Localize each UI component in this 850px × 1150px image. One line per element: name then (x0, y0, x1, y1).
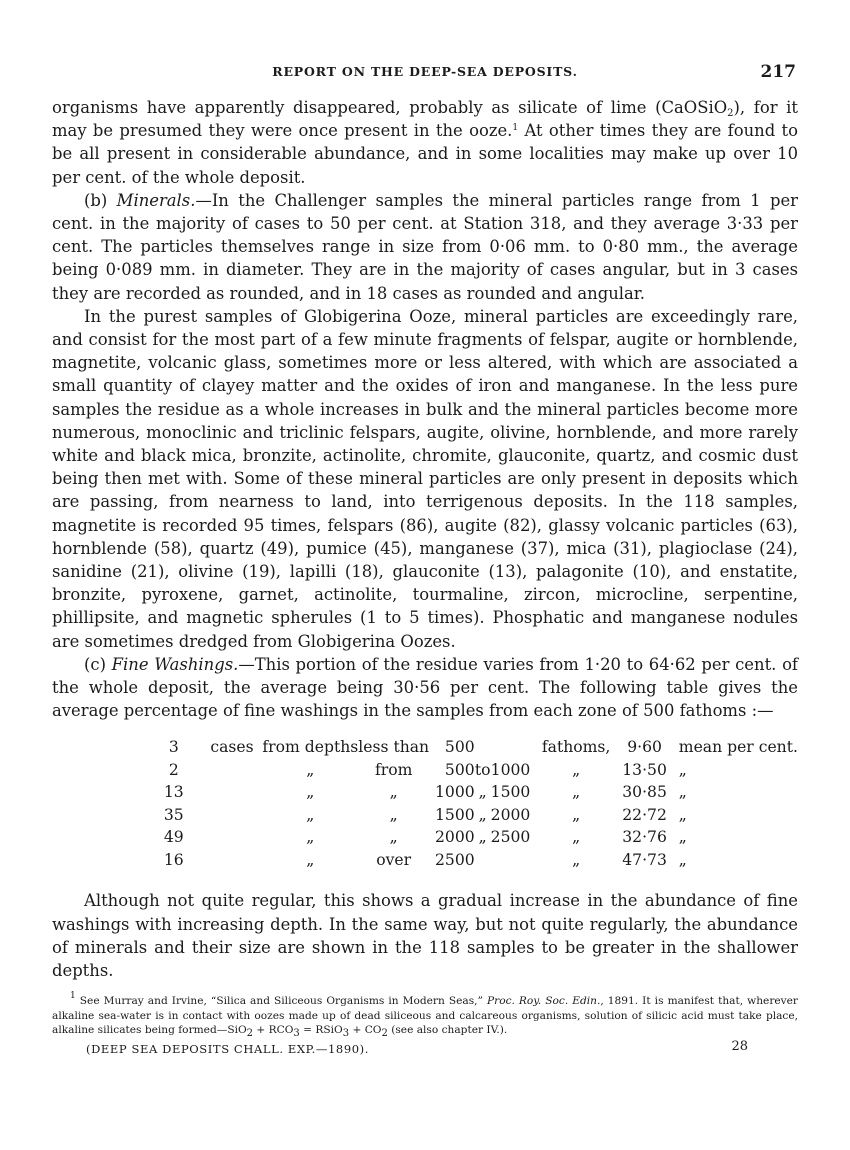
table-cell-from: 500 (444, 760, 475, 779)
table-cell-to-word: „ (478, 783, 487, 802)
table-cell-to-word (475, 849, 491, 872)
table-cell-from: 500 (444, 738, 475, 757)
body-text (52, 96, 798, 722)
fine-washings-table (146, 736, 798, 871)
table-cell-suffix: „ (678, 850, 687, 869)
journal-title: Proc. Roy. Soc. Edin. (487, 995, 601, 1008)
running-title: REPORT ON THE DEEP-SEA DEPOSITS. (272, 64, 578, 79)
page-number: 217 (760, 62, 796, 82)
paragraph-purest-samples: In the purest samples of Globigerina Ooze, mineral particles are exceedingly rare, and consist for the most part of a few minute fragments of felspar, augite or hornblende, magnetite, volcanic glass, sometimes more or less altered, with which are associated a small quantity of clayey matter and the oxides of iron and manganese. In the less pure samples the residue as a whole increases in bulk and the mineral particles become more numerous, monoclinic and triclinic felspars, augite, olivine, hornblende, and more rarely white and black mica, bronzite, actinolite, chromite, glauconite, quartz, and cosmic dust being then met with. Some of these mineral particles are only present in deposits which are passing, from nearness to land, into terrigenous deposits. In the 118 samples, magnetite is recorded 95 times, felspars (86), augite (82), glassy volcanic particles (63), hornblende (58), quartz (49), pumice (45), manganese (37), mica (31), plagioclase (24), sanidine (21), olivine (19), lapilli (18), glauconite (13), palagonite (10), and enstatite, bronzite, pyroxene, garnet, actinolite, tourmaline, zircon, microcline, serpentine, phillipsite, and magnetic spherules (1 to 5 times). Phosphatic and manganese nodules are sometimes dredged from Globigerina Oozes. (52, 306, 798, 651)
table-cell-to: 1000 (490, 760, 531, 779)
table-cell-w3: from (374, 760, 413, 779)
footnote-reference: 1 (512, 123, 519, 134)
table-cell-to: 1500 (490, 783, 531, 802)
table-cell-to-word (475, 736, 491, 759)
table-cell-count: 2 (168, 760, 179, 779)
table-cell-w3: „ (389, 805, 398, 824)
section-heading-minerals: Minerals. (116, 190, 196, 210)
paragraph-conclusion: Although not quite regular, this shows a gradual increase in the abundance of fine washings with increasing depth. In the same way, but not quite regularly, the abundance of minerals and their size are shown in the 118 samples to be greater in the shallower depths. (52, 891, 798, 981)
page-footer (52, 1038, 798, 1062)
table-cell-count: 13 (163, 783, 184, 802)
table-cell-unit: „ (572, 850, 581, 869)
table-cell-from: 2500 (435, 850, 475, 869)
table-cell-w3: less than (358, 738, 430, 757)
table-cell-from: 1000 (435, 783, 475, 802)
table-cell-w2: „ (306, 805, 315, 824)
table-cell-suffix: „ (678, 828, 687, 847)
table-cell-suffix: mean per cent. (678, 738, 798, 757)
table-cell-unit: „ (572, 805, 581, 824)
table-cell-to: 2000 (490, 805, 531, 824)
table-cell-unit: „ (572, 783, 581, 802)
table-cell-w3: „ (389, 828, 398, 847)
table-cell-unit: fathoms, (541, 738, 611, 757)
table-cell-w1 (202, 826, 263, 849)
table-cell-suffix: „ (678, 805, 687, 824)
table-row (146, 781, 798, 804)
signature-mark: 28 (731, 1038, 748, 1054)
table-cell-w3: „ (389, 783, 398, 802)
table-cell-w2: „ (306, 760, 315, 779)
table-cell-value: 32·76 (622, 828, 667, 847)
table-cell-w3: over (376, 850, 412, 869)
table-cell-w2: „ (306, 783, 315, 802)
table-cell-w1 (202, 781, 263, 804)
table-cell-value: 47·73 (622, 850, 667, 869)
page-header (52, 62, 798, 88)
table-cell-to (491, 849, 542, 872)
table-cell-count: 35 (163, 805, 184, 824)
table-cell-to-word: „ (478, 828, 487, 847)
table-cell-w2: „ (306, 828, 315, 847)
table-cell-value: 30·85 (622, 783, 667, 802)
table-cell-from: 2000 (435, 828, 475, 847)
table-row (146, 826, 798, 849)
table-cell-w1 (202, 759, 263, 782)
table-row (146, 736, 798, 759)
table-cell-count: 49 (163, 828, 184, 847)
table-cell-w1 (202, 804, 263, 827)
table-cell-to: 2500 (490, 828, 531, 847)
section-heading-fine-washings: Fine Washings. (111, 654, 239, 674)
table-cell-suffix: „ (678, 760, 687, 779)
imprint-line: (DEEP SEA DEPOSITS CHALL. EXP.—1890). (86, 1041, 369, 1056)
paragraph-organisms: organisms have apparently disappeared, probably as silicate of lime (CaOSiO2), for it may be presumed they were once present in the ooze.$^1$ At other times they are found to be all present in considerable abundance, and in some localities may make up over 10 per cent. of the whole deposit. (52, 98, 799, 187)
table-cell-value: 13·50 (622, 760, 667, 779)
table-cell-to-word: to (474, 760, 491, 779)
paragraph-fine-washings: (c) Fine Washings.—This portion of the residue varies from 1·20 to 64·62 per cent. of the whole deposit, the average being 30·56 per cent. The following table gives the average percentage of fine washings in the samples from each zone of 500 fathoms :— (52, 654, 798, 721)
table-row (146, 849, 798, 872)
table-cell-value: 9·60 (627, 738, 662, 757)
table-row (146, 804, 798, 827)
table-cell-unit: „ (572, 828, 581, 847)
table-cell-from: 1500 (435, 805, 475, 824)
table-cell-to-word: „ (478, 805, 487, 824)
table-cell-to (491, 736, 542, 759)
table-row (146, 759, 798, 782)
table-cell-w2: from depths (262, 738, 359, 757)
table-cell-w1: cases (210, 738, 254, 757)
paragraph-minerals: (b) Minerals.—In the Challenger samples the mineral particles range from 1 per cent. in the majority of cases to 50 per cent. at Station 318, and they average 3·33 per cent. The particles themselves range in size from 0·06 mm. to 0·80 mm., the average being 0·089 mm. in diameter. They are in the majority of cases angular, but in 3 cases they are recorded as rounded, and in 18 cases as rounded and angular. (52, 190, 798, 303)
table-cell-count: 3 (168, 738, 179, 757)
table-cell-suffix: „ (678, 783, 687, 802)
table-cell-value: 22·72 (622, 805, 667, 824)
table-cell-w2: „ (306, 850, 315, 869)
footnote: $^1$ See Murray and Irvine, “Silica and Siliceous Organisms in Modern Seas,” Proc. Roy. Soc. Edin., 1891. It is manifest that, wherever alkaline sea-water is in contact with oozes made up of dead siliceous and calcareous organisms, solution of silicic acid must take place, alkaline silicates being formed—SiO2 + RCO3 = RSiO3 + CO2 (see also chapter IV.). (52, 991, 798, 1040)
document-page (52, 62, 798, 1062)
table-cell-unit: „ (572, 760, 581, 779)
table-cell-count: 16 (163, 850, 184, 869)
table-cell-w1 (202, 849, 263, 872)
